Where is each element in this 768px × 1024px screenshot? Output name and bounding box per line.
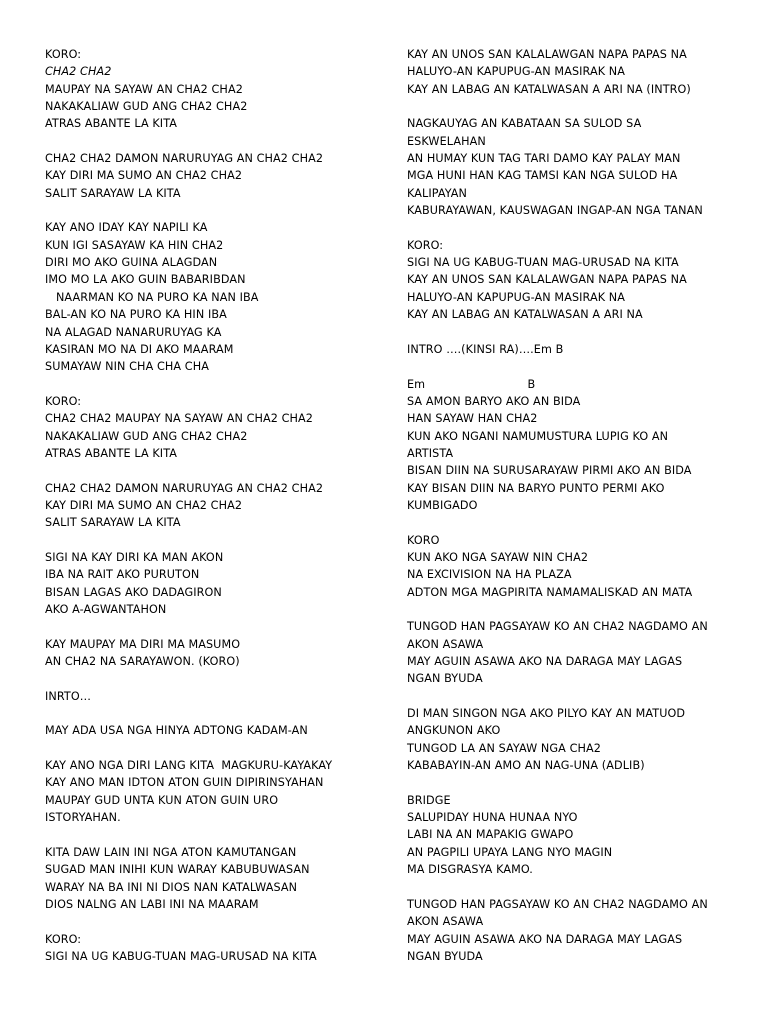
lyric-line: KABABAYIN-AN AMO AN NAG-UNA (ADLIB) bbox=[407, 759, 645, 773]
lyric-line: BISAN DIIN NA SURUSARAYAW PIRMI AKO AN BIDA bbox=[407, 464, 692, 478]
lyric-line: INRTO… bbox=[45, 689, 92, 703]
lyric-line: MGA HUNI HAN KAG TAMSI KAN NGA SULOD HA bbox=[407, 169, 678, 183]
lyric-line: KAY ANO NGA DIRI LANG KITA MAGKURU-KAYAKAY bbox=[45, 759, 333, 773]
lyric-line: KAY AN UNOS SAN KALALAWGAN NAPA PAPAS NA bbox=[407, 48, 687, 61]
blank-line bbox=[45, 618, 375, 635]
blank-line bbox=[407, 774, 752, 791]
lyric-line: HAN SAYAW HAN CHA2 bbox=[407, 412, 538, 426]
lyric-line: NGAN BYUDA bbox=[407, 672, 483, 686]
lyric-line: NAARMAN KO NA PURO KA NAN IBA bbox=[45, 290, 259, 304]
lyrics-column-right bbox=[407, 46, 752, 965]
blank-line bbox=[45, 462, 375, 479]
lyric-line: KALIPAYAN bbox=[407, 186, 468, 200]
lyric-line: SALIT SARAYAW LA KITA bbox=[45, 186, 181, 200]
lyric-line: NAKAKALIAW GUD ANG CHA2 CHA2 bbox=[45, 100, 248, 114]
lyrics-column-left bbox=[45, 46, 375, 965]
lyric-line: HALUYO-AN KAPUPUG-AN MASIRAK NA bbox=[407, 65, 626, 79]
blank-line bbox=[45, 740, 375, 757]
lyric-line: CHA2 CHA2 DAMON NARURUYAG AN CHA2 CHA2 bbox=[45, 481, 324, 495]
lyric-line: KASIRAN MO NA DI AKO MAARAM bbox=[45, 342, 234, 356]
lyric-line: TUNGOD LA AN SAYAW NGA CHA2 bbox=[407, 741, 601, 755]
lyric-line: NAKAKALIAW GUD ANG CHA2 CHA2 bbox=[45, 429, 248, 443]
lyric-line: NGAN BYUDA bbox=[407, 949, 483, 963]
lyric-line: KAY BISAN DIIN NA BARYO PUNTO PERMI AKO bbox=[407, 481, 665, 495]
lyric-line: TUNGOD HAN PAGSAYAW KO AN CHA2 NAGDAMO AN bbox=[407, 620, 708, 634]
blank-line bbox=[407, 324, 752, 341]
lyric-line: KAY ANO MAN IDTON ATON GUIN DIPIRINSYAHAN bbox=[45, 776, 324, 790]
lyric-line: KABURAYAWAN, KAUSWAGAN INGAP-AN NGA TANAN bbox=[407, 204, 703, 218]
lyric-line: AN CHA2 NA SARAYAWON. (KORO) bbox=[45, 655, 240, 669]
lyric-line: KORO: bbox=[45, 48, 82, 61]
lyric-line: ESKWELAHAN bbox=[407, 134, 486, 148]
blank-line bbox=[407, 688, 752, 705]
lyric-line: KAY AN LABAG AN KATALWASAN A ARI NA bbox=[407, 308, 643, 322]
lyric-line: MA DISGRASYA KAMO. bbox=[407, 863, 533, 877]
lyric-line: SIGI NA UG KABUG-TUAN MAG-URUSAD NA KITA bbox=[407, 256, 679, 270]
lyric-line: KORO: bbox=[45, 394, 82, 408]
lyric-line: NAGKAUYAG AN KABATAAN SA SULOD SA bbox=[407, 117, 642, 131]
lyric-line: KAY AN LABAG AN KATALWASAN A ARI NA (INTRO) bbox=[407, 82, 691, 96]
lyric-line: DI MAN SINGON NGA AKO PILYO KAY AN MATUOD bbox=[407, 707, 686, 721]
lyric-line: AN PAGPILI UPAYA LANG NYO MAGIN bbox=[407, 845, 613, 859]
lyric-line: AKON ASAWA bbox=[407, 915, 484, 929]
lyric-line: KITA DAW LAIN INI NGA ATON KAMUTANGAN bbox=[45, 845, 297, 859]
lyric-line: CHA2 CHA2 MAUPAY NA SAYAW AN CHA2 CHA2 bbox=[45, 412, 314, 426]
lyric-line: KAY MAUPAY MA DIRI MA MASUMO bbox=[45, 637, 241, 651]
lyric-line: KAY AN UNOS SAN KALALAWGAN NAPA PAPAS NA bbox=[407, 273, 687, 287]
lyric-line: AN HUMAY KUN TAG TARI DAMO KAY PALAY MAN bbox=[407, 152, 681, 166]
lyric-line: BAL-AN KO NA PURO KA HIN IBA bbox=[45, 308, 227, 322]
lyric-line: MAY AGUIN ASAWA AKO NA DARAGA MAY LAGAS bbox=[407, 655, 683, 669]
lyric-line: CHA2 CHA2 DAMON NARURUYAG AN CHA2 CHA2 bbox=[45, 152, 324, 166]
lyric-line: SALIT SARAYAW LA KITA bbox=[45, 516, 181, 530]
lyric-line: TUNGOD HAN PAGSAYAW KO AN CHA2 NAGDAMO AN bbox=[407, 897, 708, 911]
lyric-line: KORO: bbox=[407, 238, 444, 252]
lyric-line: SIGI NA UG KABUG-TUAN MAG-URUSAD NA KITA bbox=[45, 949, 317, 963]
lyric-line: SALUPIDAY HUNA HUNAA NYO bbox=[407, 811, 578, 825]
blank-line bbox=[45, 670, 375, 687]
lyric-line: BRIDGE bbox=[407, 793, 451, 807]
blank-line bbox=[407, 98, 752, 115]
lyric-line: INTRO ….(KINSI RA)….Em B bbox=[407, 342, 564, 356]
blank-line bbox=[45, 532, 375, 549]
blank-line bbox=[407, 879, 752, 896]
lyric-line: Em B bbox=[407, 377, 536, 391]
blank-line bbox=[407, 358, 752, 375]
blank-line bbox=[407, 219, 752, 236]
blank-line bbox=[45, 913, 375, 930]
lyric-line: CHA2 CHA2 bbox=[45, 65, 112, 79]
lyric-line: KUN AKO NGANI NAMUMUSTURA LUPIG KO AN bbox=[407, 429, 669, 443]
blank-line bbox=[407, 514, 752, 531]
lyric-line: KUN AKO NGA SAYAW NIN CHA2 bbox=[407, 550, 589, 564]
blank-line bbox=[45, 826, 375, 843]
lyric-line: KUMBIGADO bbox=[407, 498, 478, 512]
lyric-line: BISAN LAGAS AKO DADAGIRON bbox=[45, 585, 222, 599]
lyric-line: NA EXCIVISION NA HA PLAZA bbox=[407, 568, 572, 582]
lyric-line: KAY DIRI MA SUMO AN CHA2 CHA2 bbox=[45, 498, 243, 512]
lyric-line: IMO MO LA AKO GUIN BABARIBDAN bbox=[45, 273, 246, 287]
lyric-line: SA AMON BARYO AKO AN BIDA bbox=[407, 394, 581, 408]
lyric-line: MAY ADA USA NGA HINYA ADTONG KADAM-AN bbox=[45, 724, 308, 738]
lyric-line: SUGAD MAN INIHI KUN WARAY KABUBUWASAN bbox=[45, 863, 310, 877]
lyric-line: ARTISTA bbox=[407, 446, 454, 460]
blank-line bbox=[45, 376, 375, 393]
lyric-line: DIRI MO AKO GUINA ALAGDAN bbox=[45, 256, 218, 270]
lyric-line: HALUYO-AN KAPUPUG-AN MASIRAK NA bbox=[407, 290, 626, 304]
lyric-line: LABI NA AN MAPAKIG GWAPO bbox=[407, 828, 574, 842]
blank-line bbox=[45, 133, 375, 150]
lyric-line: SUMAYAW NIN CHA CHA CHA bbox=[45, 360, 209, 374]
lyric-line: ATRAS ABANTE LA KITA bbox=[45, 117, 178, 131]
lyric-line: AKON ASAWA bbox=[407, 637, 484, 651]
lyric-line: KAY ANO IDAY KAY NAPILI KA bbox=[45, 221, 208, 235]
blank-line bbox=[45, 705, 375, 722]
lyric-line: MAUPAY NA SAYAW AN CHA2 CHA2 bbox=[45, 82, 243, 96]
lyric-line: ADTON MGA MAGPIRITA NAMAMALISKAD AN MATA bbox=[407, 585, 693, 599]
lyric-line: SIGI NA KAY DIRI KA MAN AKON bbox=[45, 550, 224, 564]
lyric-line: ANGKUNON AKO bbox=[407, 724, 501, 738]
lyric-line: KORO: bbox=[45, 932, 82, 946]
lyric-line: KORO bbox=[407, 533, 440, 547]
blank-line bbox=[45, 202, 375, 219]
lyric-line: WARAY NA BA INI NI DIOS NAN KATALWASAN bbox=[45, 880, 298, 894]
lyric-line: NA ALAGAD NANARURUYAG KA bbox=[45, 325, 222, 339]
lyric-line: MAUPAY GUD UNTA KUN ATON GUIN URO bbox=[45, 793, 279, 807]
lyric-line: ISTORYAHAN. bbox=[45, 811, 121, 825]
lyric-line: ATRAS ABANTE LA KITA bbox=[45, 446, 178, 460]
lyric-line: AKO A-AGWANTAHON bbox=[45, 603, 167, 616]
lyric-line: DIOS NALNG AN LABI INI NA MAARAM bbox=[45, 897, 259, 911]
lyric-line: KUN IGI SASAYAW KA HIN CHA2 bbox=[45, 238, 224, 252]
blank-line bbox=[407, 601, 752, 618]
lyric-line: IBA NA RAIT AKO PURUTON bbox=[45, 568, 200, 582]
lyric-line: KAY DIRI MA SUMO AN CHA2 CHA2 bbox=[45, 169, 243, 183]
lyric-line: MAY AGUIN ASAWA AKO NA DARAGA MAY LAGAS bbox=[407, 932, 683, 946]
